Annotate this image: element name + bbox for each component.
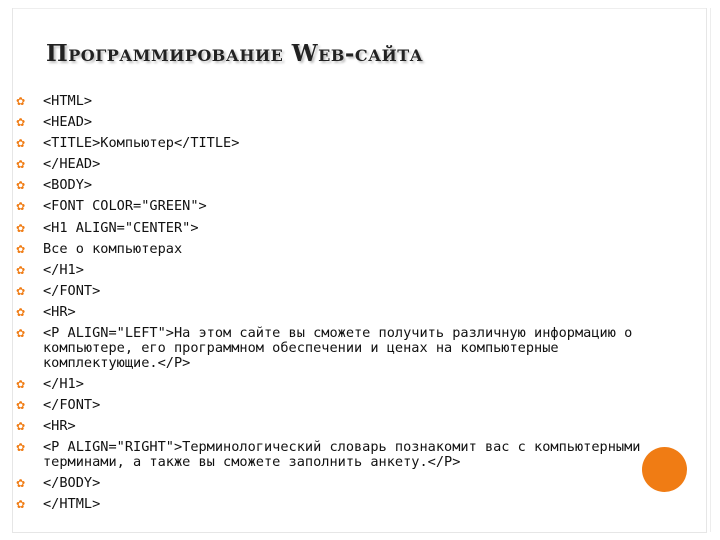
- bullet-icon: ✿: [16, 242, 26, 256]
- code-line: [16, 395, 676, 416]
- code-line: [16, 112, 676, 133]
- code-text: Все о компьютерах: [43, 240, 183, 257]
- code-text: </FONT>: [43, 397, 101, 414]
- slide-frame-left: [12, 8, 13, 532]
- bullet-icon: ✿: [16, 420, 26, 434]
- code-line: [16, 302, 676, 323]
- code-line: [16, 473, 676, 494]
- code-line: [16, 281, 676, 302]
- bullet-icon: ✿: [16, 441, 26, 455]
- code-text: <H1 ALIGN="CENTER">: [43, 219, 199, 236]
- bullet-icon: ✿: [16, 179, 26, 193]
- bullet-icon: ✿: [16, 200, 26, 214]
- code-line: [16, 175, 676, 196]
- code-line: [16, 91, 676, 112]
- bullet-icon: ✿: [16, 399, 26, 413]
- slide-title: Программирование Web-сайта: [46, 40, 424, 67]
- bullet-icon: ✿: [16, 378, 26, 392]
- bullet-icon: ✿: [16, 221, 26, 235]
- bullet-icon: ✿: [16, 305, 26, 319]
- decorative-orange-circle: [642, 447, 687, 492]
- code-text: <BODY>: [43, 177, 93, 194]
- code-text: <FONT COLOR="GREEN">: [43, 198, 207, 215]
- code-text: <HEAD>: [43, 114, 93, 131]
- code-text: <HTML>: [43, 93, 93, 109]
- bullet-icon: ✿: [16, 284, 26, 298]
- code-text: </HTML>: [43, 496, 101, 513]
- bullet-icon: ✿: [16, 158, 26, 172]
- code-text: </HEAD>: [43, 156, 101, 173]
- code-line: [16, 196, 676, 217]
- code-text: <TITLE>Компьютер</TITLE>: [43, 135, 240, 152]
- code-line: [16, 416, 676, 437]
- code-line: [16, 437, 676, 473]
- slide-frame-right: [706, 8, 707, 532]
- code-line: [16, 218, 676, 239]
- slide-frame-right-inner: [710, 8, 711, 532]
- slide-frame-top: [12, 8, 707, 9]
- code-text: <P ALIGN="RIGHT">Терминологический словарь познакомит вас с компьютерными терминами, а также вы сможете заполнить анкету.</P>: [43, 439, 641, 471]
- slide-frame-bottom: [12, 532, 707, 533]
- code-line: [16, 323, 676, 374]
- code-line: [16, 133, 676, 154]
- code-list: [16, 91, 676, 516]
- bullet-icon: ✿: [16, 477, 26, 491]
- code-text: </H1>: [43, 376, 84, 393]
- code-line: [16, 374, 676, 395]
- code-text: </H1>: [43, 261, 84, 278]
- bullet-icon: ✿: [16, 263, 26, 277]
- bullet-icon: ✿: [16, 116, 26, 130]
- code-line: [16, 494, 676, 515]
- code-text: </BODY>: [43, 475, 101, 492]
- bullet-icon: ✿: [16, 327, 26, 341]
- bullet-icon: ✿: [16, 95, 26, 108]
- bullet-icon: ✿: [16, 498, 26, 512]
- code-text: <P ALIGN="LEFT">На этом сайте вы сможете получить различную информацию о компьютере, его программном обеспечении и ценах на компьютерные комплектующие.</P>: [43, 325, 633, 372]
- code-line: [16, 154, 676, 175]
- bullet-icon: ✿: [16, 137, 26, 151]
- code-line: [16, 260, 676, 281]
- code-text: <HR>: [43, 303, 76, 320]
- code-text: <HR>: [43, 418, 76, 435]
- code-text: </FONT>: [43, 282, 101, 299]
- code-line: [16, 239, 676, 260]
